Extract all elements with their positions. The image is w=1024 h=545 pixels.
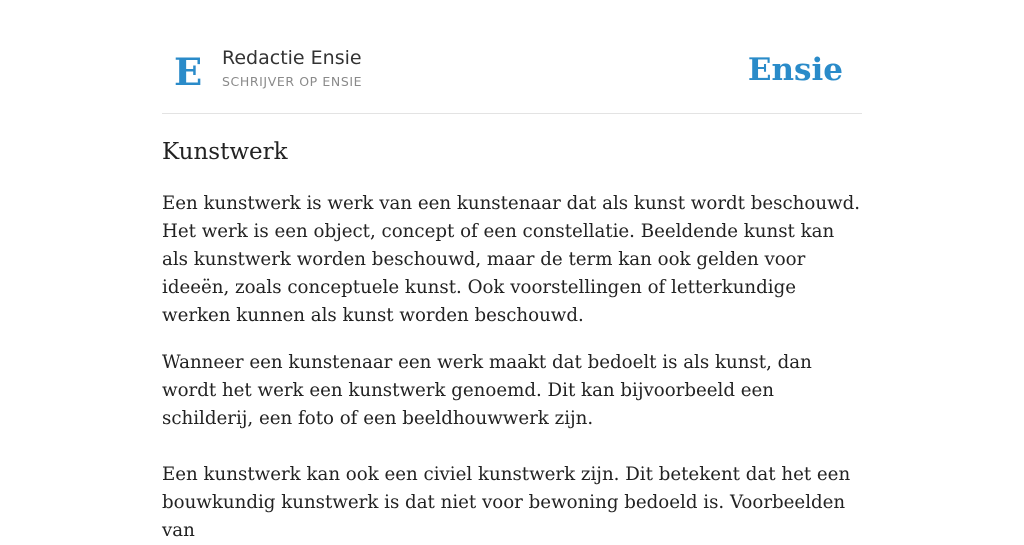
- article-paragraph: Een kunstwerk is werk van een kunstenaar dat als kunst wordt beschouwd. Het werk is een object, concept of een constellatie. Beeldende kunst kan als kunstwerk worden beschouwd, maar de term kan ook gelden voor ideeën, zoals conceptuele kunst. Ook voorstellingen of letterkundige werken kunnen als kunst worden beschouwd.: [162, 193, 861, 326]
- article-header: [162, 0, 862, 114]
- author-name[interactable]: Redactie Ensie: [222, 47, 362, 69]
- article-paragraph: Wanneer een kunstenaar een werk maakt dat bedoelt is als kunst, dan wordt het werk een kunstwerk genoemd. Dit kan bijvoorbeeld een schilderij, een foto of een beeldhouwwerk zijn.: [162, 352, 812, 429]
- author-role: SCHRIJVER OP ENSIE: [222, 74, 363, 89]
- article-container: [162, 0, 862, 541]
- article-paragraph: Een kunstwerk kan ook een civiel kunstwerk zijn. Dit betekent dat het een bouwkundig kunstwerk is dat niet voor bewoning bedoeld is. Voorbeelden van: [162, 464, 851, 541]
- ensie-logo[interactable]: Ensie: [747, 52, 843, 88]
- article-title: Kunstwerk: [162, 139, 288, 165]
- author-avatar[interactable]: E: [174, 50, 203, 94]
- article-body: [162, 190, 862, 545]
